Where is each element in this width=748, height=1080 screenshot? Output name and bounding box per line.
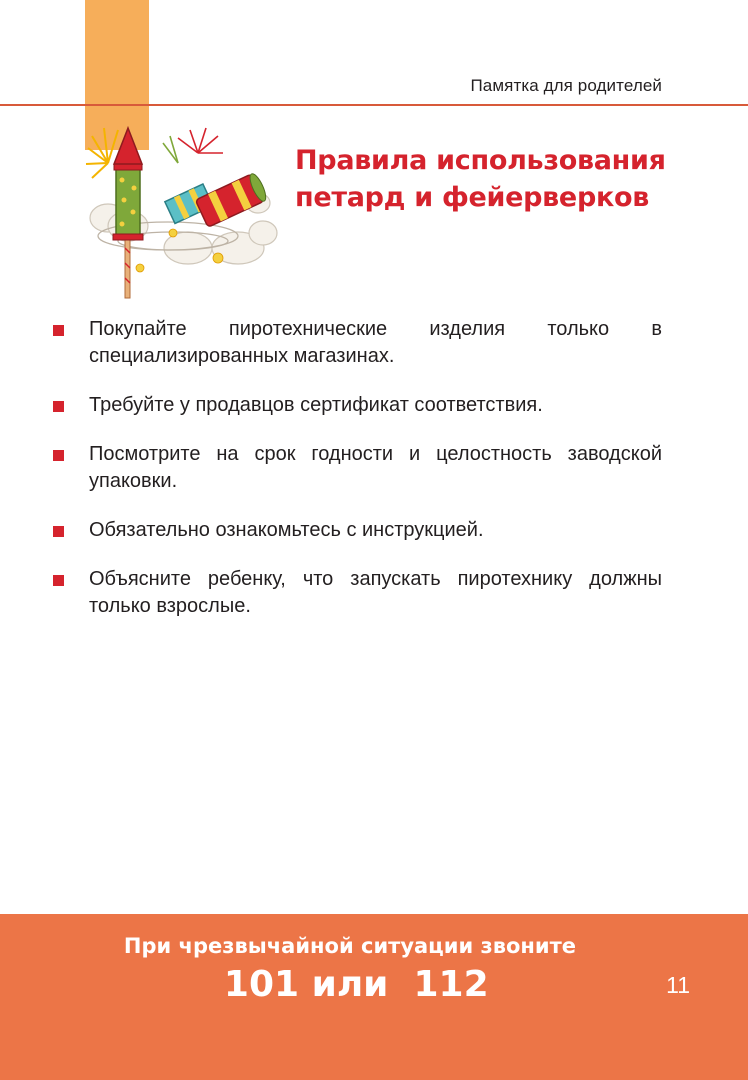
running-head: Памятка для родителей bbox=[470, 76, 662, 95]
page-title bbox=[295, 142, 666, 216]
emergency-numbers: 101 или 112 bbox=[211, 964, 489, 1005]
header-rule bbox=[0, 104, 748, 106]
rule-text: Обязательно ознакомьтесь с инструкцией. bbox=[89, 519, 484, 541]
square-bullet-icon bbox=[53, 575, 64, 586]
rule-item bbox=[50, 316, 662, 370]
rule-item bbox=[50, 392, 662, 419]
rule-text: Посмотрите на срок годности и целостность заводской упаковки. bbox=[89, 443, 662, 492]
fireworks-illustration-icon bbox=[78, 108, 278, 303]
square-bullet-icon bbox=[53, 526, 64, 537]
title-line-2: петард и фейерверков bbox=[295, 182, 650, 213]
emergency-footer bbox=[0, 914, 748, 1080]
rule-item bbox=[50, 566, 662, 620]
rules-list bbox=[50, 316, 662, 642]
emergency-text: При чрезвычайной ситуации звоните bbox=[123, 934, 577, 958]
rule-text: Объясните ребенку, что запускать пиротехнику должны только взрослые. bbox=[89, 568, 662, 617]
title-line-1: Правила использования bbox=[295, 145, 666, 176]
square-bullet-icon bbox=[53, 450, 64, 461]
rule-text: Требуйте у продавцов сертификат соответствия. bbox=[89, 394, 543, 416]
rule-item bbox=[50, 441, 662, 495]
rule-item bbox=[50, 517, 662, 544]
square-bullet-icon bbox=[53, 401, 64, 412]
rule-text: Покупайте пиротехнические изделия только в специализированных магазинах. bbox=[89, 318, 662, 367]
square-bullet-icon bbox=[53, 325, 64, 336]
page-number: 11 bbox=[666, 972, 690, 998]
